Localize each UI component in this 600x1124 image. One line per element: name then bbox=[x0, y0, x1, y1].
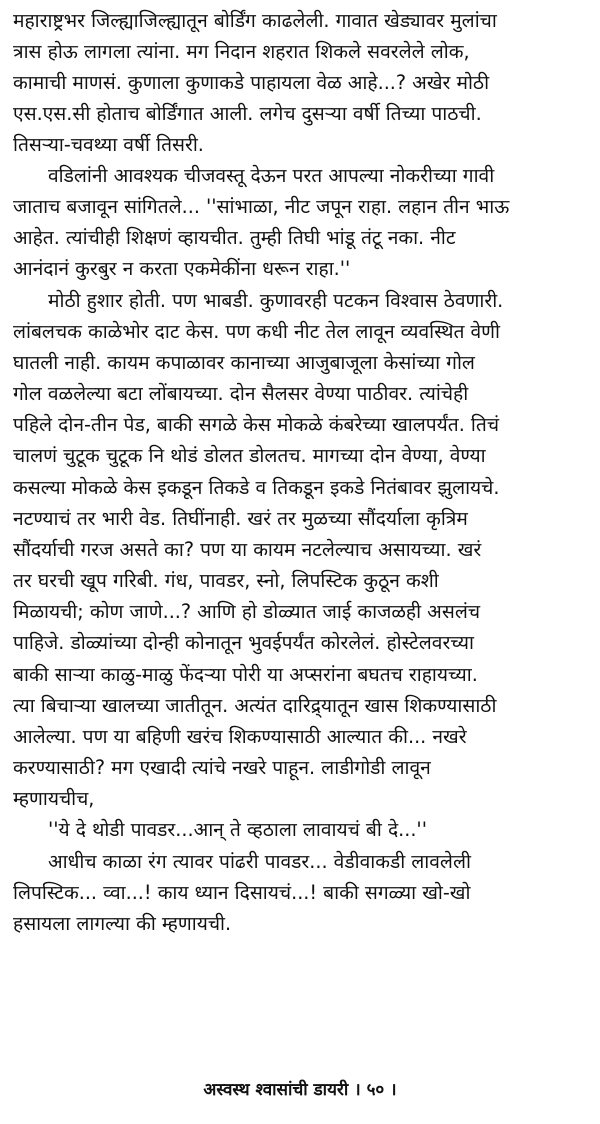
text-line: मिळायची; कोण जाणे...? आणि हो डोळ्यात जाई काजळही असलंच bbox=[13, 600, 481, 623]
text-line: कसल्या मोकळे केस इकडून तिकडे व तिकडून इकडे नितंबावर झुलायचे. bbox=[13, 476, 500, 499]
text-line: एस.एस.सी होताच बोर्डिंगात आली. लगेच दुसऱ्या वर्षी तिच्या पाठची. bbox=[13, 102, 482, 125]
text-line: चालणं चुटूक चुटूक नि थोडं डोलत डोलतच. मागच्या दोन वेण्या, वेण्या bbox=[13, 444, 486, 467]
text-line: पाहिजे. डोळ्यांच्या दोन्ही कोनातून भुवईपर्यंत कोरलेलं. होस्टेलवरच्या bbox=[13, 631, 474, 654]
text-line: आनंदानं कुरबुर न करता एकमेकींना धरून राहा.'' bbox=[13, 257, 351, 280]
text-line: आलेल्या. पण या बहिणी खरंच शिकण्यासाठी आल्यात की... नखरे bbox=[13, 725, 467, 748]
text-line: तिसऱ्या-चवथ्या वर्षी तिसरी. bbox=[13, 133, 204, 156]
page-footer: अस्वस्थ श्वासांची डायरी । ५० । bbox=[203, 1080, 397, 1100]
text-line: कामाची माणसं. कुणाला कुणाकडे पाहायला वेळ आहे...? अखेर मोठी bbox=[13, 71, 490, 94]
text-line: पहिले दोन-तीन पेड, बाकी सगळे केस मोकळे कंबरेच्या खालपर्यंत. तिचं bbox=[13, 413, 500, 436]
text-line: लांबलचक काळेभोर दाट केस. पण कधी नीट तेल लावून व्यवस्थित वेणी bbox=[13, 320, 501, 343]
text-line: म्हणायचीच, bbox=[13, 787, 95, 810]
text-line: सौंदर्याची गरज असते का? पण या कायम नटलेल्याच असायच्या. खरं bbox=[13, 538, 482, 561]
text-line: गोल वळलेल्या बटा लोंबायच्या. दोन सैलसर वेण्या पाठीवर. त्यांचेही bbox=[13, 382, 469, 405]
text-line: बाकी साऱ्या काळु-माळु फेंदऱ्या पोरी या अप्सरांना बघतच राहायच्या. bbox=[13, 663, 478, 686]
text-line: जाताच बजावून सांगितले... ''सांभाळा, नीट जपून राहा. लहान तीन भाऊ bbox=[13, 195, 510, 218]
text-line: ''ये दे थोडी पावडर...आन् ते व्हठाला लावायचं बी दे...'' bbox=[48, 818, 427, 841]
text-line: तर घरची खूप गरिबी. गंध, पावडर, स्नो, लिपस्टिक कुठून कशी bbox=[13, 569, 439, 592]
text-line: घातली नाही. कायम कपाळावर कानाच्या आजुबाजूला केसांच्या गोल bbox=[13, 351, 475, 374]
text-line: त्या बिचाऱ्या खालच्या जातीतून. अत्यंत दारिद्र्यातून खास शिकण्यासाठी bbox=[13, 694, 497, 717]
text-line: महाराष्ट्रभर जिल्ह्याजिल्ह्यातून बोर्डिंग काढलेली. गावात खेड्यावर मुलांचा bbox=[13, 9, 497, 32]
text-line: त्रास होऊ लागला त्यांना. मग निदान शहरात शिकले सवरलेले लोक, bbox=[13, 40, 470, 63]
text-line: मोठी हुशार होती. पण भाबडी. कुणावरही पटकन विश्वास ठेवणारी. bbox=[48, 289, 504, 312]
text-line: वडिलांनी आवश्यक चीजवस्तू देऊन परत आपल्या नोकरीच्या गावी bbox=[48, 164, 495, 187]
text-line: करण्यासाठी? मग एखादी त्यांचे नखरे पाहून. लाडीगोडी लावून bbox=[13, 756, 431, 779]
text-line: नटण्याचं तर भारी वेड. तिघींनाही. खरं तर मुळच्या सौंदर्याला कृत्रिम bbox=[13, 507, 468, 530]
text-line: आहेत. त्यांचीही शिक्षणं व्हायचीत. तुम्ही तिघी भांडू तंटू नका. नीट bbox=[13, 226, 456, 249]
text-line: लिपस्टिक... व्वा...! काय ध्यान दिसायचं...! बाकी सगळ्या खो-खो bbox=[13, 881, 471, 904]
text-line: हसायला लागल्या की म्हणायची. bbox=[13, 912, 232, 935]
text-line: आधीच काळा रंग त्यावर पांढरी पावडर... वेडीवाकडी लावलेली bbox=[48, 850, 471, 873]
